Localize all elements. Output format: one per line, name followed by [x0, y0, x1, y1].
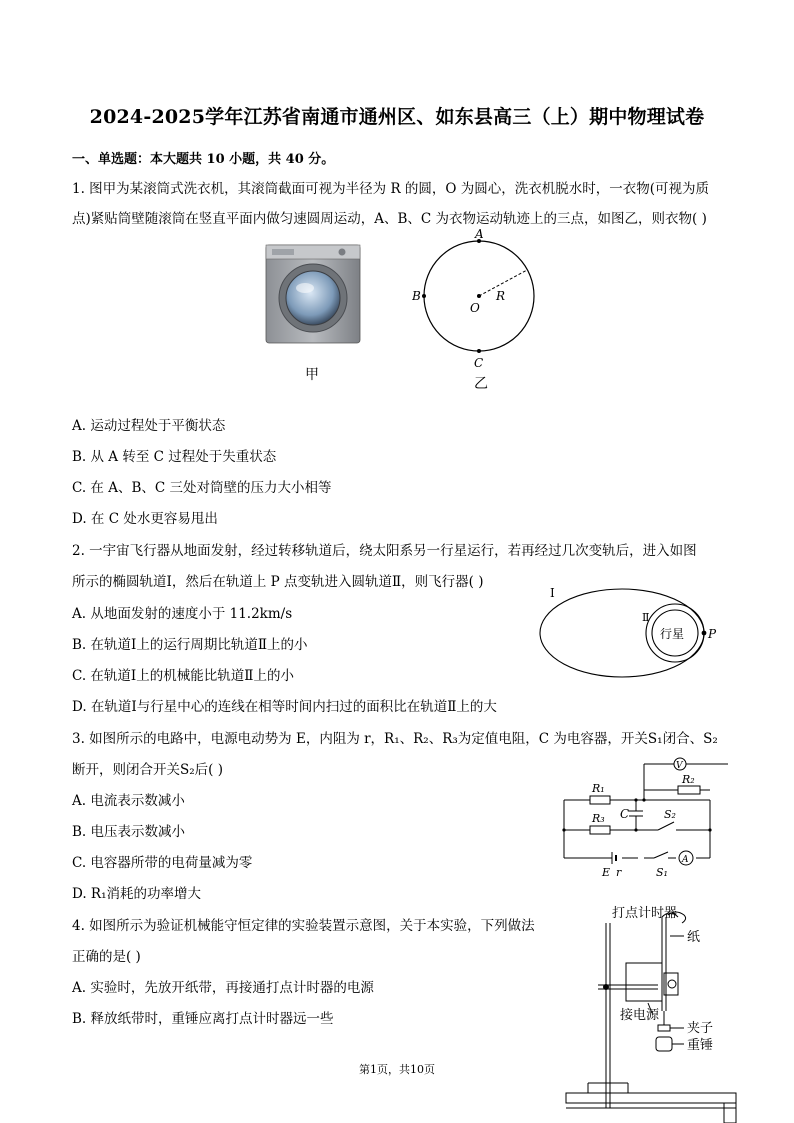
point-b-dot: [422, 294, 426, 298]
q4-stem-line2: 正确的是( ): [72, 949, 141, 965]
drum-cross-section-diagram: [412, 228, 552, 394]
label-c: C: [474, 356, 484, 370]
section-heading: 一、单选题：本大题共 10 小题，共 40 分。: [72, 152, 335, 167]
r1-label: R₁: [592, 782, 605, 795]
page-footer: 第1页，共10页: [359, 1063, 435, 1076]
q1-option-d: D. 在 C 处水更容易甩出: [72, 511, 218, 527]
q1-option-a: A. 运动过程处于平衡状态: [72, 418, 226, 434]
page-title: 2024-2025学年江苏省南通市通州区、如东县高三（上）期中物理试卷: [89, 106, 705, 128]
q3-option-d: D. R₁消耗的功率增大: [72, 886, 202, 902]
voltmeter-label: V: [676, 761, 683, 771]
washing-machine-figure: [262, 243, 366, 345]
ammeter-label: A: [682, 855, 689, 865]
label-o: O: [470, 301, 480, 315]
r2-label: R₂: [682, 773, 695, 786]
weight-label: 重锤: [687, 1038, 714, 1053]
q3-stem-line2: 断开，则闭合开关S₂后( ): [72, 762, 223, 778]
q2-stem-line1: 2. 一宇宙飞行器从地面发射，经过转移轨道后，绕太阳系另一行星运行，若再经过几次变轨后，进入如图: [72, 543, 697, 559]
q4-stem-line1: 4. 如图所示为验证机械能守恒定律的实验装置示意图，关于本实验，下列做法: [72, 918, 535, 934]
label-p: P: [708, 627, 717, 641]
r3-label: R₃: [592, 812, 605, 825]
q3-option-a: A. 电流表示数减小: [72, 793, 185, 809]
q2-option-a: A. 从地面发射的速度小于 11.2km/s: [72, 606, 293, 622]
q3-option-b: B. 电压表示数减小: [72, 824, 186, 840]
fig-yi-label: 乙: [474, 376, 488, 392]
q2-stem-line2: 所示的椭圆轨道Ⅰ，然后在轨道上 P 点变轨进入圆轨道Ⅱ，则飞行器( ): [72, 574, 484, 590]
q2-option-c: C. 在轨道Ⅰ上的机械能比轨道Ⅱ上的小: [72, 668, 294, 684]
free-fall-apparatus-diagram: [560, 903, 740, 1123]
q3-stem-line1: 3. 如图所示的电路中，电源电动势为 E，内阻为 r，R₁、R₂、R₃为定值电阻，C 为电容器，开关S₁闭合、S₂: [72, 731, 718, 747]
q2-option-b: B. 在轨道Ⅰ上的运行周期比轨道Ⅱ上的小: [72, 637, 308, 653]
fig-jia-label: 甲: [305, 367, 319, 383]
planet-label: 行星: [660, 627, 685, 641]
clip-label: 夹子: [687, 1021, 714, 1036]
internal-r-label: r: [616, 866, 622, 879]
timer-label: 打点计时器: [612, 906, 678, 921]
point-p-dot: [702, 631, 707, 636]
emf-label: E: [602, 866, 611, 879]
s1-label: S₁: [656, 866, 668, 879]
q3-option-c: C. 电容器所带的电荷量减为零: [72, 855, 253, 871]
capacitor-label: C: [620, 807, 630, 821]
q2-option-d: D. 在轨道Ⅰ与行星中心的连线在相等时间内扫过的面积比在轨道Ⅱ上的大: [72, 699, 497, 715]
q1-option-b: B. 从 A 转至 C 过程处于失重状态: [72, 449, 277, 465]
q4-option-a: A. 实验时，先放开纸带，再接通打点计时器的电源: [72, 980, 374, 996]
paper-label: 纸: [687, 930, 701, 945]
q1-stem-line1: 1. 图甲为某滚筒式洗衣机，其滚筒截面可视为半径为 R 的圆，O 为圆心，洗衣机脱水时，一衣物(可视为质: [72, 181, 710, 197]
q4-option-b: B. 释放纸带时，重锤应离打点计时器远一些: [72, 1011, 334, 1027]
q1-option-c: C. 在 A、B、C 三处对筒壁的压力大小相等: [72, 480, 332, 496]
power-label: 接电源: [620, 1008, 660, 1023]
label-a: A: [475, 228, 484, 241]
point-c-dot: [477, 349, 481, 353]
q1-stem-line2: 点)紧贴筒壁随滚筒在竖直平面内做匀速圆周运动，A、B、C 为衣物运动轨迹上的三点，如图乙，则衣物( ): [72, 211, 707, 227]
s2-label: S₂: [664, 808, 676, 821]
label-r: R: [496, 289, 506, 303]
label-b: B: [412, 289, 421, 303]
orbit-1-label: Ⅰ: [550, 586, 555, 600]
circuit-diagram: [558, 752, 728, 882]
orbit-2-label: Ⅱ: [642, 611, 650, 624]
orbit-diagram: [536, 585, 726, 695]
